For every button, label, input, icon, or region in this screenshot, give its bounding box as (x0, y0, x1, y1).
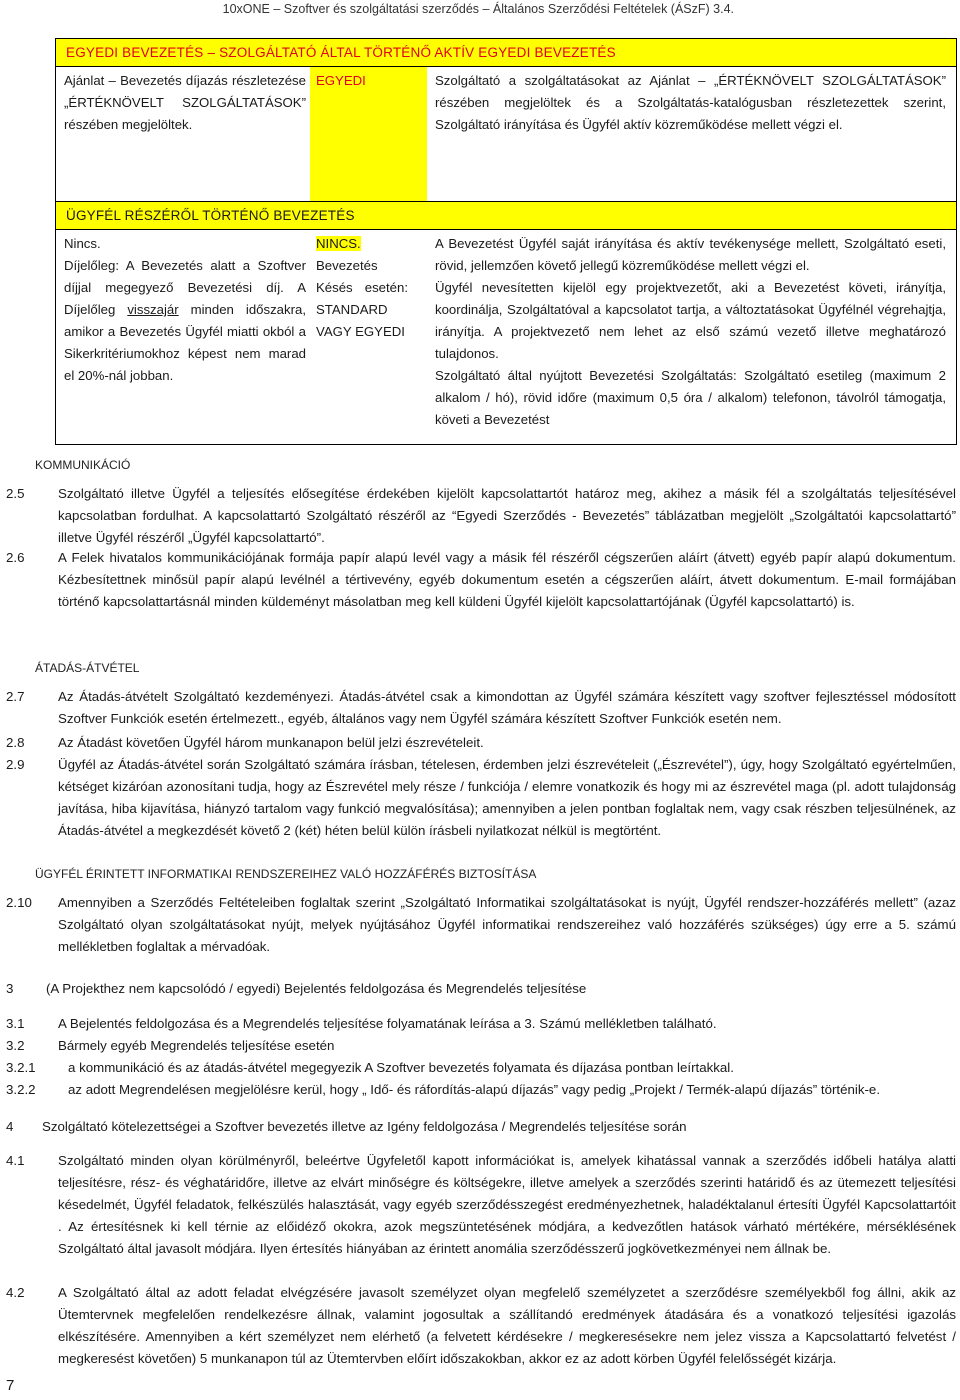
cell-kesés (310, 230, 427, 444)
paragraph-text: A Felek hivatalos kommunikációjának formája papír alapú levél vagy a másik fél részéről cégszerűen aláírt (átvett) egyéb papír alapú dokumentum. Kézbesítettnek minősül papír alapú levélnél a tértivevény, egyéb dokumentum esetén a cégszerűen aláírt, átvett dokumentum. E-mail formájában történő kapcsolattartásnál minden küldeményt másolatban meg kell küldeni Ügyfél kijelölt kapcsolattartójának (Ügyfél kapcsolattartó) is. (58, 550, 956, 609)
paragraph-3-2-2 (6, 1079, 956, 1101)
paragraph-text: Amennyiben a Szerződés Feltételeiben foglaltak szerint „Szolgáltató Informatikai szolgáltatásokat is nyújt, Ügyfél rendszer-hozzáférés mellett” (azaz Szolgáltató olyan szolgáltatásokat nyújt, melyek nyújtásához Ügyfél informatikai rendszereihez való hozzáférés szükséges) úgy erre a 5. számú mellékletben foglaltak a mérvadóak. (58, 895, 956, 954)
paragraph-text: a kommunikáció és az átadás-átvétel megegyezik A Szoftver bevezetés folyamata és díjazása pontban leírtakkal. (68, 1060, 734, 1075)
paragraph-text: az adott Megrendelésen megjelölésre kerül, hogy „ Idő- és ráfordítás-alapú díjazás” vagy pedig „Projekt / Termék-alapú díjazás” történik-e. (68, 1082, 881, 1097)
section-number: 3 (6, 981, 14, 996)
paragraph-number: 2.6 (6, 550, 25, 565)
paragraph-2-6 (6, 547, 956, 613)
cell-ugyfel-leiras (427, 230, 956, 444)
section-title: (A Projekthez nem kapcsolódó / egyedi) Bejelentés feldolgozása és Megrendelés teljesítése (46, 981, 587, 996)
paragraph-4-2 (6, 1282, 956, 1370)
document-header: 10xONE – Szoftver és szolgáltatási szerződés – Általános Szerződési Feltételek (ÁSzF) 3.4. (222, 2, 734, 16)
paragraph-number: 4.1 (6, 1153, 25, 1168)
section-kommunikacio: KOMMUNIKÁCIÓ (35, 458, 131, 472)
section-4-heading (6, 1116, 956, 1138)
ugyfel-p3: Szolgáltató által nyújtott Bevezetési Szolgáltatás: Szolgáltató esetileg (maximum 2 alkalom / hó), rövid időre (maximum 0,5 óra / alkalom) telefonon, távolról támogatja, követi a Bevezetést (435, 368, 946, 427)
paragraph-number: 2.9 (6, 757, 25, 772)
section-title: Szolgáltató kötelezettségei a Szoftver bevezetés illetve az Igény feldolgozása / Megrendelés teljesítése során (42, 1119, 687, 1134)
paragraph-4-1 (6, 1150, 956, 1260)
paragraph-number: 2.7 (6, 689, 25, 704)
cell-dijeloleg-text (64, 255, 306, 387)
cell-ajanlat: Ajánlat – Bevezetés díjazás részletezése „ÉRTÉKNÖVELT SZOLGÁLTATÁSOK” részében megjelöltek. (64, 73, 306, 132)
ugyfel-p2: Ügyfél nevesítetten kijelöl egy projektvezetőt, aki a Bevezetést követi, irányítja, koordinálja, Szolgáltatóval a kapcsolatot tartja, a változtatásokat Ügyfélnél végrehajtja, irányítja. A projektvezető nem lehet az első számú vezető illetve meghatározó tulajdonos. (435, 280, 946, 361)
table-row-egyedi (56, 67, 956, 201)
table-row-ugyfel (56, 230, 956, 444)
paragraph-text: A Szolgáltató által az adott feladat elvégzésére javasolt személyzet olyan megfelelő személyzetet a szerződésre személyekből fog állni, akik az Ütemtervnek megfelelően rendelkezésre állnak, valamint jogosultak a szállítandó eredmények átadására és a vonatkozó teljesítési igazolás elkészítésére. Amennyiben a kért személyzet nem elérhető (a felvetett kérdésekre / megkeresésekre nem jelez vissza a Kapcsolattartó felvetést / megkeresést követően) 5 munkanapon túl az Ütemtervben előírt időszakokban, akkor ez az adott körben Ügyfél felelősségét kizárja. (58, 1285, 956, 1366)
paragraph-2-7 (6, 686, 956, 730)
paragraph-number: 3.2.2 (6, 1082, 36, 1097)
paragraph-2-9 (6, 754, 956, 842)
ugyfel-p1: A Bevezetést Ügyfél saját irányítása és aktív tevékenysége mellett, Szolgáltató eseti, rövid, jellemzően követő jellegű közreműködése mellett végzi el. (435, 236, 946, 273)
paragraph-3-2 (6, 1035, 956, 1057)
paragraph-text: Az Átadást követően Ügyfél három munkanapon belül jelzi észrevételeit. (58, 735, 484, 750)
paragraph-text: Ügyfél az Átadás-átvétel során Szolgáltató számára írásban, tételesen, érdemben jelzi észrevételeit („Észrevétel”), úgy, hogy Szolgáltató egyértelműen, kétséget kizáróan azonosítani tudja, hogy az Észrevétel mely része / funkciója / elemre vonatkozik és hogy mi az észrevétel maga (pl. adott tulajdonság javítása, hiba kijavítása, hiányzó tartalom vagy funkció megvalósítása); amennyiben a jelen pontban foglaltak nem, vagy csak részben teljesülnének, az Átadás-átvétel a megkezdését követő 2 (két) héten belül külön írásbeli nyilatkozat nélkül is megtörtént. (58, 757, 956, 838)
table-band-ugyfel: ÜGYFÉL RÉSZÉRŐL TÖRTÉNŐ BEVEZETÉS (56, 201, 956, 230)
bevezetes-table (55, 38, 957, 445)
paragraph-number: 3.1 (6, 1016, 25, 1031)
paragraph-text: A Bejelentés feldolgozása és a Megrendelés teljesítése folyamatának leírása a 3. Számú mellékletben található. (58, 1016, 717, 1031)
paragraph-number: 2.8 (6, 735, 25, 750)
paragraph-number: 3.2 (6, 1038, 25, 1053)
cell-nincs-caps: NINCS. (316, 236, 361, 251)
cell-nincs: Nincs. (64, 236, 101, 251)
paragraph-number: 3.2.1 (6, 1060, 36, 1075)
table-band-egyedi: EGYEDI BEVEZETÉS – SZOLGÁLTATÓ ÁLTAL TÖRTÉNŐ AKTÍV EGYEDI BEVEZETÉS (56, 39, 956, 67)
paragraph-text: Szolgáltató illetve Ügyfél a teljesítés elősegítése érdekében kijelölt kapcsolattartót határoz meg, akihez a másik fél a szolgáltatás teljesítésével kapcsolatban fordulhat. A kapcsolattartó Szolgáltató részéről az “Egyedi Szerződés - Bevezetés” táblázatban megjelölt „Szolgáltatói kapcsolattartó” illetve Ügyfél részéről „Ügyfél kapcsolattartó”. (58, 486, 956, 545)
paragraph-number: 2.10 (6, 895, 32, 910)
dijeloleg-part1: Díjelőleg: A Bevezetés alatt a Szoftver díjjal megegyező Bevezetési díj. A Díjelőleg (64, 258, 306, 317)
paragraph-3-2-1 (6, 1057, 956, 1079)
paragraph-2-5 (6, 483, 956, 549)
cell-keses-text: Bevezetés Késés esetén: STANDARD VAGY EGYEDI (316, 258, 408, 339)
paragraph-text: Szolgáltató minden olyan körülményről, beleértve Ügyfeletől kapott információkat is, amelyek kihatással vannak a szerződés időbeli hatálya alatti teljesítésre, rész- és véghatáridőre, illetve az elvárt minőségre és költségekre, illetve amelyek a szerződés szerinti határidő és az ütemezett teljesítési késedelmét, Ügyfél feladatok, felkészülés halasztását, vagy egyéb szerződésszegést eredményezhetnek, haladéktalanul értesíti Ügyfél Kapcsolattartóit . Az értesítésnek ki kell térnie az előidéző okokra, azok megszüntetésének módjára, a kedvezőtlen hatások várható mértékére, mérséklésének Szolgáltató által javasolt módjára. Ilyen értesítés hiányában az érintett anomália szerződésszerű jogkövetkezményei nem állnak be. (58, 1153, 956, 1256)
dijeloleg-part2: minden időszakra, amikor a Bevezetés Ügyfél miatti okból a Sikerkritériumokhoz képest nem marad el 20%-nál jobban. (64, 302, 306, 383)
paragraph-text: Bármely egyéb Megrendelés teljesítése esetén (58, 1038, 335, 1053)
cell-dijeloleg (56, 230, 310, 444)
dijeloleg-underlined: visszajár (127, 302, 179, 317)
paragraph-2-8 (6, 732, 956, 754)
section-number: 4 (6, 1119, 14, 1134)
page-number: 7 (6, 1377, 15, 1394)
cell-egyedi: EGYEDI (310, 67, 427, 201)
paragraph-number: 4.2 (6, 1285, 25, 1300)
section-3-heading (6, 978, 956, 1000)
section-atadas: ÁTADÁS-ÁTVÉTEL (35, 661, 140, 675)
paragraph-number: 2.5 (6, 486, 25, 501)
section-hozzaferes: ÜGYFÉL ÉRINTETT INFORMATIKAI RENDSZEREIHEZ VALÓ HOZZÁFÉRÉS BIZTOSÍTÁSA (35, 867, 537, 881)
paragraph-text: Az Átadás-átvételt Szolgáltató kezdeményezi. Átadás-átvétel csak a kimondottan az Ügyfél számára készített vagy szoftver fejlesztéssel módosított Szoftver Funkciók esetén értelmezett., egyéb, általános vagy nem Ügyfél számára készített Szoftver Funkciók esetén nem. (58, 689, 956, 726)
paragraph-3-1 (6, 1013, 956, 1035)
paragraph-2-10 (6, 892, 956, 958)
cell-szolgaltato-leiras: Szolgáltató a szolgáltatásokat az Ajánlat – „ÉRTÉKNÖVELT SZOLGÁLTATÁSOK” részében megjelöltek és a Szolgáltatás-katalógusban részletezettek szerint, Szolgáltató irányítása és Ügyfél aktív közreműködése mellett végzi el. (435, 73, 946, 132)
